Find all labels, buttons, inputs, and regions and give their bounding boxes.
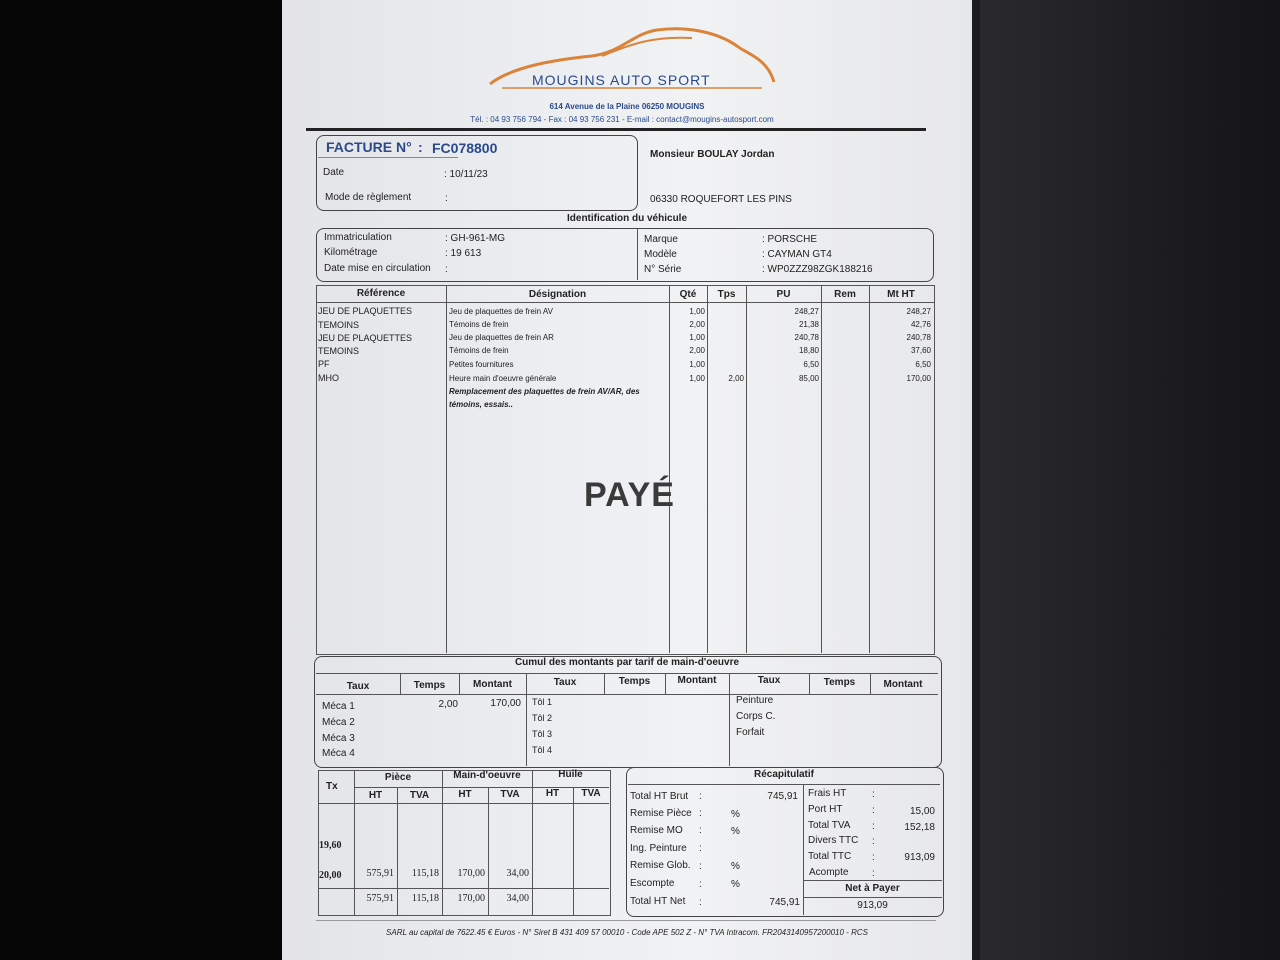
tole-3: Tôl 3 (532, 729, 553, 739)
recap-remise-piece-pct: % (731, 809, 740, 820)
row-1-ref: JEU DE PLAQUETTES (318, 306, 413, 316)
tole-4: Tôl 4 (532, 745, 553, 755)
recap-port-ht-value: 15,00 (909, 806, 935, 817)
company-name: MOUGINS AUTO SPORT (532, 72, 711, 88)
row-2-ref: TEMOINS (318, 320, 360, 330)
labor-col-montant-1: Montant (473, 679, 512, 690)
vat-row2-piece-tva: 115,18 (411, 868, 439, 879)
net-divider-bottom (803, 897, 942, 898)
meca-1-temps: 2,00 (438, 699, 458, 710)
payment-value: : (445, 193, 448, 204)
date-label: Date (323, 167, 345, 178)
net-a-payer-value: 913,09 (857, 900, 888, 911)
invoice-paper (282, 0, 972, 960)
net-a-payer-label: Net à Payer (845, 883, 900, 894)
meca-3: Méca 3 (322, 733, 355, 744)
vat-total-mo-tva: 34,00 (506, 893, 529, 904)
recap-total-tva-label: Total TVA (808, 820, 851, 831)
customer-name: Monsieur BOULAY Jordan (650, 149, 775, 160)
recap-total-ht-brut-label: Total HT Brut (630, 791, 689, 802)
vat-huile-tva: TVA (581, 788, 601, 799)
labor-header-divider (316, 694, 938, 695)
circ-date-label: Date mise en circulation (324, 263, 431, 274)
recap-frais-ht-label: Frais HT (808, 788, 847, 799)
labor-col-taux-2: Taux (553, 677, 577, 688)
labor-col-taux-1: Taux (346, 681, 370, 692)
labor-col-montant-3: Montant (883, 679, 923, 690)
vat-piece-header: Pièce (384, 772, 412, 783)
row-6-qty: 1,00 (689, 374, 705, 383)
header-pu: PU (776, 289, 791, 300)
corps-c: Corps C. (736, 711, 776, 722)
recap-total-ttc-value: 913,09 (904, 852, 935, 863)
vat-huile-ht: HT (545, 788, 560, 799)
vat-row2-piece-ht: 575,91 (366, 868, 394, 879)
labor-col-temps-1: Temps (413, 680, 446, 691)
header-designation: Désignation (528, 289, 587, 300)
header-reference: Référence (356, 288, 406, 299)
row-6-tps: 2,00 (728, 374, 744, 383)
vat-total-piece-tva: 115,18 (411, 893, 439, 904)
recap-total-tva-colon: : (872, 821, 875, 832)
labor-col-montant-2: Montant (677, 675, 717, 686)
vat-rate-2: 20,00 (319, 870, 342, 881)
recap-title-divider (628, 784, 940, 785)
col-divider-qte (707, 285, 708, 653)
vat-row2-mo-ht: 170,00 (457, 868, 485, 879)
labor-title-divider (316, 673, 938, 674)
car-logo-icon (482, 22, 782, 102)
row-5-qty: 1,00 (689, 360, 705, 369)
recap-divider (803, 784, 804, 915)
meca-4: Méca 4 (322, 748, 355, 759)
recap-escompte-pct: % (731, 879, 740, 890)
vat-total-mo-ht: 170,00 (457, 893, 485, 904)
row-3-ref: JEU DE PLAQUETTES (318, 333, 413, 343)
vat-piece-tva: TVA (409, 790, 430, 801)
model-label: Modèle (644, 249, 677, 260)
header-mtht: Mt HT (887, 289, 915, 300)
payment-label: Mode de règlement (325, 192, 412, 203)
row-2-mt: 42,76 (910, 320, 931, 329)
vat-mo-ht: HT (458, 789, 472, 800)
footer-legal: SARL au capital de 7622.45 € Euros - N° Siret B 431 409 57 00010 - Code APE 502 Z - N° TVA Intracom. FR2043140957200010 - RCS (386, 928, 868, 937)
labor-col-temps-3: Temps (823, 677, 856, 688)
peinture: Peinture (736, 695, 774, 706)
net-divider-top (803, 880, 942, 881)
date-value: : 10/11/23 (444, 169, 488, 180)
vat-total-piece-ht: 575,91 (366, 893, 394, 904)
model-value: : CAYMAN GT4 (762, 249, 832, 260)
note-line-1: Remplacement des plaquettes de frein AV/AR, des (449, 387, 640, 396)
recap-total-ht-net-colon: : (699, 897, 702, 908)
recap-total-ht-net-value: 745,91 (769, 897, 800, 908)
row-1-qty: 1,00 (689, 307, 705, 316)
recap-acompte-colon: : (872, 868, 875, 879)
recap-remise-mo-pct: % (731, 826, 740, 837)
col-divider-ref (446, 285, 447, 653)
brand-value: : PORSCHE (762, 234, 818, 245)
row-3-pu: 240,78 (794, 333, 819, 342)
recap-remise-piece-label: Remise Pièce (630, 808, 692, 819)
company-address: 614 Avenue de la Plaine 06250 MOUGINS (549, 102, 705, 111)
recap-remise-mo-colon: : (699, 825, 702, 836)
recap-remise-glob-colon: : (699, 861, 702, 872)
recap-remise-glob-pct: % (731, 861, 740, 872)
vat-mo-tva: TVA (500, 789, 520, 800)
row-5-desc: Petites fournitures (449, 360, 514, 369)
paid-stamp: PAYÉ (584, 476, 675, 514)
invoice-sep: : (418, 139, 423, 155)
row-1-pu: 248,27 (794, 307, 819, 316)
row-2-desc: Témoins de frein (449, 320, 509, 329)
vat-huile-header: Huile (558, 769, 583, 780)
invoice-number: FC078800 (432, 140, 498, 156)
invoice-label: FACTURE N° (326, 139, 412, 155)
row-1-desc: Jeu de plaquettes de frein AV (449, 307, 553, 316)
recap-remise-glob-label: Remise Glob. (630, 860, 691, 871)
background-right (980, 0, 1280, 960)
recap-total-ht-brut-value: 745,91 (767, 791, 798, 802)
recap-total-ttc-colon: : (872, 852, 875, 863)
row-6-mt: 170,00 (906, 374, 931, 383)
serial-label: N° Série (644, 264, 682, 275)
row-5-mt: 6,50 (915, 360, 931, 369)
reg-label: Immatriculation (324, 232, 392, 243)
recap-total-ht-net-label: Total HT Net (630, 896, 686, 907)
row-1-mt: 248,27 (906, 307, 931, 316)
row-6-pu: 85,00 (798, 374, 819, 383)
labor-col-taux-3: Taux (757, 675, 781, 686)
recap-ing-peinture-label: Ing. Peinture (630, 843, 687, 854)
row-3-qty: 1,00 (689, 333, 705, 342)
row-3-mt: 240,78 (906, 333, 931, 342)
recap-divers-ttc-colon: : (872, 836, 875, 847)
row-4-ref: TEMOINS (318, 346, 360, 356)
vat-row2-mo-tva: 34,00 (506, 868, 529, 879)
labor-title: Cumul des montants par tarif de main-d'oeuvre (514, 657, 740, 668)
row-4-desc: Témoins de frein (449, 346, 509, 355)
invoice-number-underline (318, 157, 458, 158)
recap-total-ht-brut-colon: : (699, 791, 702, 802)
vehicle-section-title: Identification du véhicule (567, 213, 688, 224)
tole-1: Tôl 1 (532, 697, 553, 707)
row-5-ref: PF (318, 359, 330, 369)
meca-1: Méca 1 (322, 701, 355, 712)
customer-city: 06330 ROQUEFORT LES PINS (650, 194, 792, 205)
header-rem: Rem (834, 289, 856, 300)
recap-title: Récapitulatif (753, 769, 814, 780)
recap-port-ht-colon: : (872, 805, 875, 816)
col-divider-pu (821, 285, 822, 653)
row-5-pu: 6,50 (803, 360, 819, 369)
km-label: Kilométrage (324, 247, 378, 258)
row-3-desc: Jeu de plaquettes de frein AR (449, 333, 554, 342)
note-line-2: témoins, essais.. (449, 400, 514, 409)
recap-escompte-label: Escompte (630, 878, 675, 889)
lines-header-divider (316, 302, 934, 303)
vat-tx-header: Tx (326, 781, 338, 792)
header-tps: Tps (717, 289, 736, 300)
forfait: Forfait (736, 727, 765, 738)
tole-2: Tôl 2 (532, 713, 553, 723)
circ-date-value: : (445, 264, 448, 275)
vat-piece-ht: HT (368, 790, 383, 801)
header-divider (306, 128, 926, 131)
recap-remise-piece-colon: : (699, 808, 702, 819)
footer-divider (316, 920, 936, 921)
labor-div-2 (729, 673, 730, 766)
recap-divers-ttc-label: Divers TTC (808, 835, 859, 846)
serial-value: : WP0ZZZ98ZGK188216 (762, 264, 873, 275)
row-4-pu: 18,80 (798, 346, 819, 355)
vat-div-huile-sub (573, 787, 574, 915)
row-4-qty: 2,00 (689, 346, 705, 355)
row-6-ref: MHO (318, 373, 339, 383)
recap-remise-mo-label: Remise MO (630, 825, 683, 836)
recap-frais-ht-colon: : (872, 789, 875, 800)
background-left (0, 0, 282, 960)
recap-escompte-colon: : (699, 879, 702, 890)
reg-value: : GH-961-MG (445, 233, 506, 244)
recap-total-ttc-label: Total TTC (808, 851, 852, 862)
row-6-desc: Heure main d'oeuvre générale (449, 374, 557, 383)
recap-box (626, 767, 944, 917)
company-contact: Tél. : 04 93 756 794 - Fax : 04 93 756 231 - E-mail : contact@mougins-autosport.com (470, 115, 774, 124)
recap-ing-peinture-colon: : (699, 843, 702, 854)
labor-col-temps-2: Temps (618, 676, 651, 687)
meca-2: Méca 2 (322, 717, 355, 728)
km-value: : 19 613 (445, 248, 482, 259)
row-4-mt: 37,60 (910, 346, 931, 355)
row-2-qty: 2,00 (689, 320, 705, 329)
recap-port-ht-label: Port HT (808, 804, 843, 815)
meca-1-montant: 170,00 (490, 698, 521, 709)
vat-header-divider (318, 803, 609, 804)
vat-rate-1: 19,60 (319, 840, 342, 851)
vat-total-divider (318, 888, 609, 889)
vehicle-box-divider (637, 228, 638, 280)
brand-label: Marque (644, 234, 678, 245)
vat-mo-header: Main-d'oeuvre (453, 770, 521, 781)
header-qte: Qté (679, 289, 697, 300)
recap-total-tva-value: 152,18 (904, 822, 935, 833)
row-2-pu: 21,38 (798, 320, 819, 329)
recap-acompte-label: Acompte (809, 867, 849, 878)
